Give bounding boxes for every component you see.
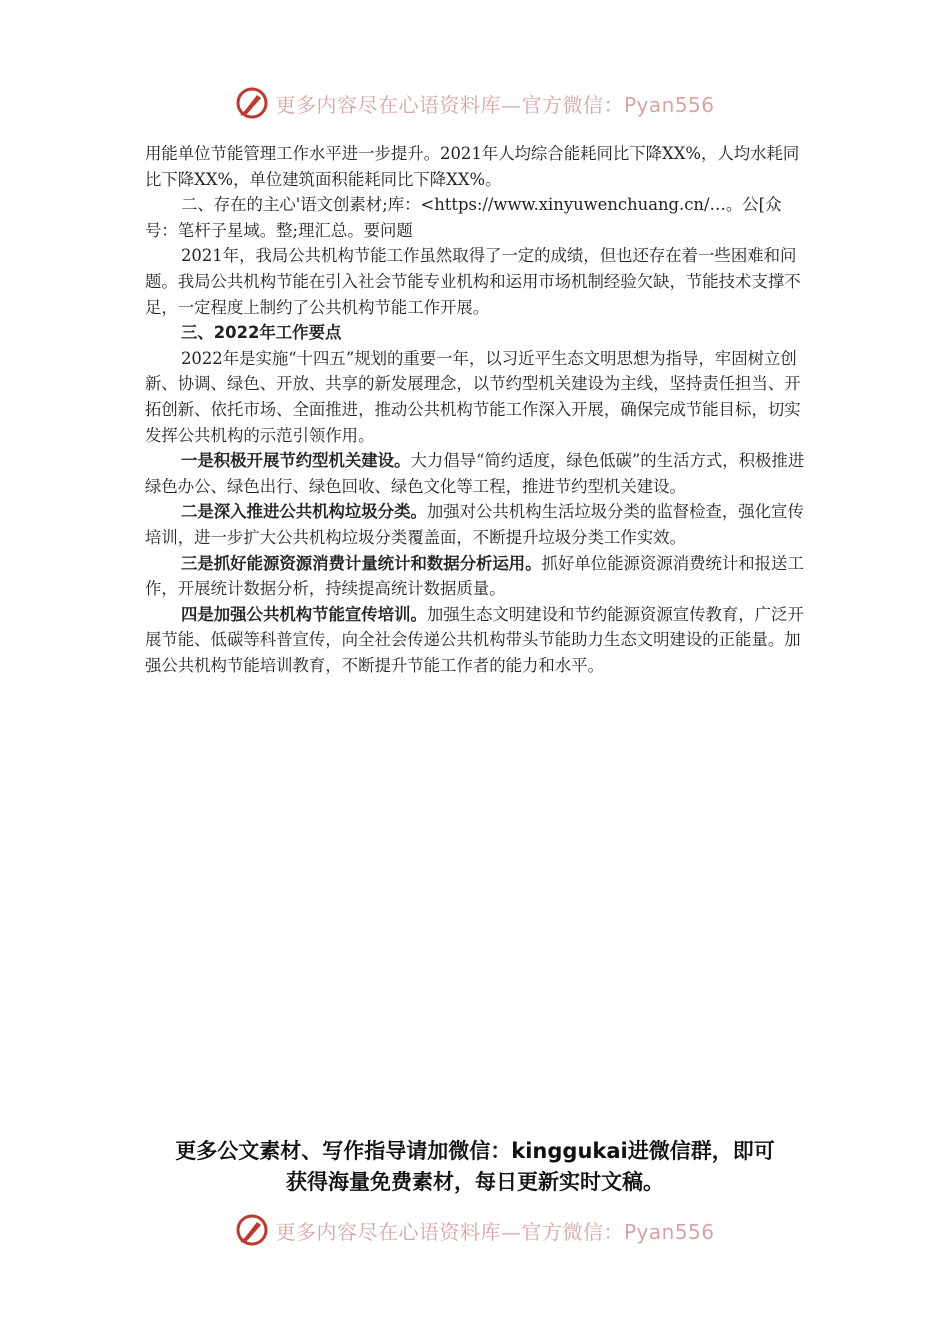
item-lead: 二是深入推进公共机构垃圾分类。 <box>181 502 427 522</box>
footer-note <box>0 1136 950 1198</box>
quill-logo-icon <box>235 1213 269 1247</box>
document-body <box>145 141 813 678</box>
quill-logo-icon <box>235 86 269 120</box>
paragraph: 2021年，我局公共机构节能工作虽然取得了一定的成绩，但也还存在着一些困难和问题。我局公共机构节能在引入社会节能专业机构和运用市场机制经验欠缺，节能技术支撑不足，一定程度上制约了公共机构节能工作开展。 <box>145 246 801 317</box>
paragraph: 2022年是实施“十四五”规划的重要一年，以习近平生态文明思想为指导，牢固树立创新、协调、绿色、开放、共享的新发展理念，以节约型机关建设为主线，坚持责任担当、开拓创新、依托市场、全面推进，推动公共机构节能工作深入开展，确保完成节能目标，切实发挥公共机构的示范引领作用。 <box>145 348 801 445</box>
footer-banner <box>0 1208 950 1252</box>
header-banner <box>0 81 950 125</box>
list-item <box>145 602 813 679</box>
section-heading-2022: 三、2022年工作要点 <box>181 323 342 343</box>
item-text: 加强生态文明建设和节约能源资源宣传教育，广泛开展节能、低碳等科普宣传，向全社会传递公共机构带头节能助力生态文明建设的正能量。加强公共机构节能培训教育，不断提升节能工作者的能力和水平。 <box>145 604 804 675</box>
banner-text: 更多内容尽在心语资料库—官方微信： <box>275 92 624 117</box>
list-item <box>145 551 813 602</box>
footer-note-line1: 更多公文素材、写作指导请加微信：kinggukai进微信群，即可 <box>175 1139 775 1163</box>
item-lead: 四是加强公共机构节能宣传培训。 <box>181 604 427 624</box>
item-text: 抓好单位能源资源消费统计和报送工作，开展统计数据分析，持续提高统计数据质量。 <box>145 553 804 599</box>
banner-wechat-id: Pyan556 <box>623 92 715 117</box>
section-heading-problems: 二、存在的主心'语文创素材;库：<https://www.xinyuwenchuang.cn/…。公[众号：笔杆子星域。整;理汇总。要问题 <box>145 195 782 240</box>
banner-wechat-id: Pyan556 <box>623 1219 715 1244</box>
paragraph: 用能单位节能管理工作水平进一步提升。2021年人均综合能耗同比下降XX%，人均水耗同比下降XX%，单位建筑面积能耗同比下降XX%。 <box>145 144 800 189</box>
footer-note-line2: 获得海量免费素材，每日更新实时文稿。 <box>286 1170 664 1194</box>
item-text: 加强对公共机构生活垃圾分类的监督检查，强化宣传培训，进一步扩大公共机构垃圾分类覆盖面，不断提升垃圾分类工作实效。 <box>145 502 804 547</box>
item-text: 大力倡导“简约适度，绿色低碳”的生活方式，积极推进绿色办公、绿色出行、绿色回收、绿色文化等工程，推进节约型机关建设。 <box>145 451 805 496</box>
item-lead: 一是积极开展节约型机关建设。 <box>181 451 411 471</box>
list-item <box>145 499 813 550</box>
list-item <box>145 448 813 499</box>
item-lead: 三是抓好能源资源消费计量统计和数据分析运用。 <box>181 553 542 573</box>
banner-text: 更多内容尽在心语资料库—官方微信： <box>275 1219 624 1244</box>
